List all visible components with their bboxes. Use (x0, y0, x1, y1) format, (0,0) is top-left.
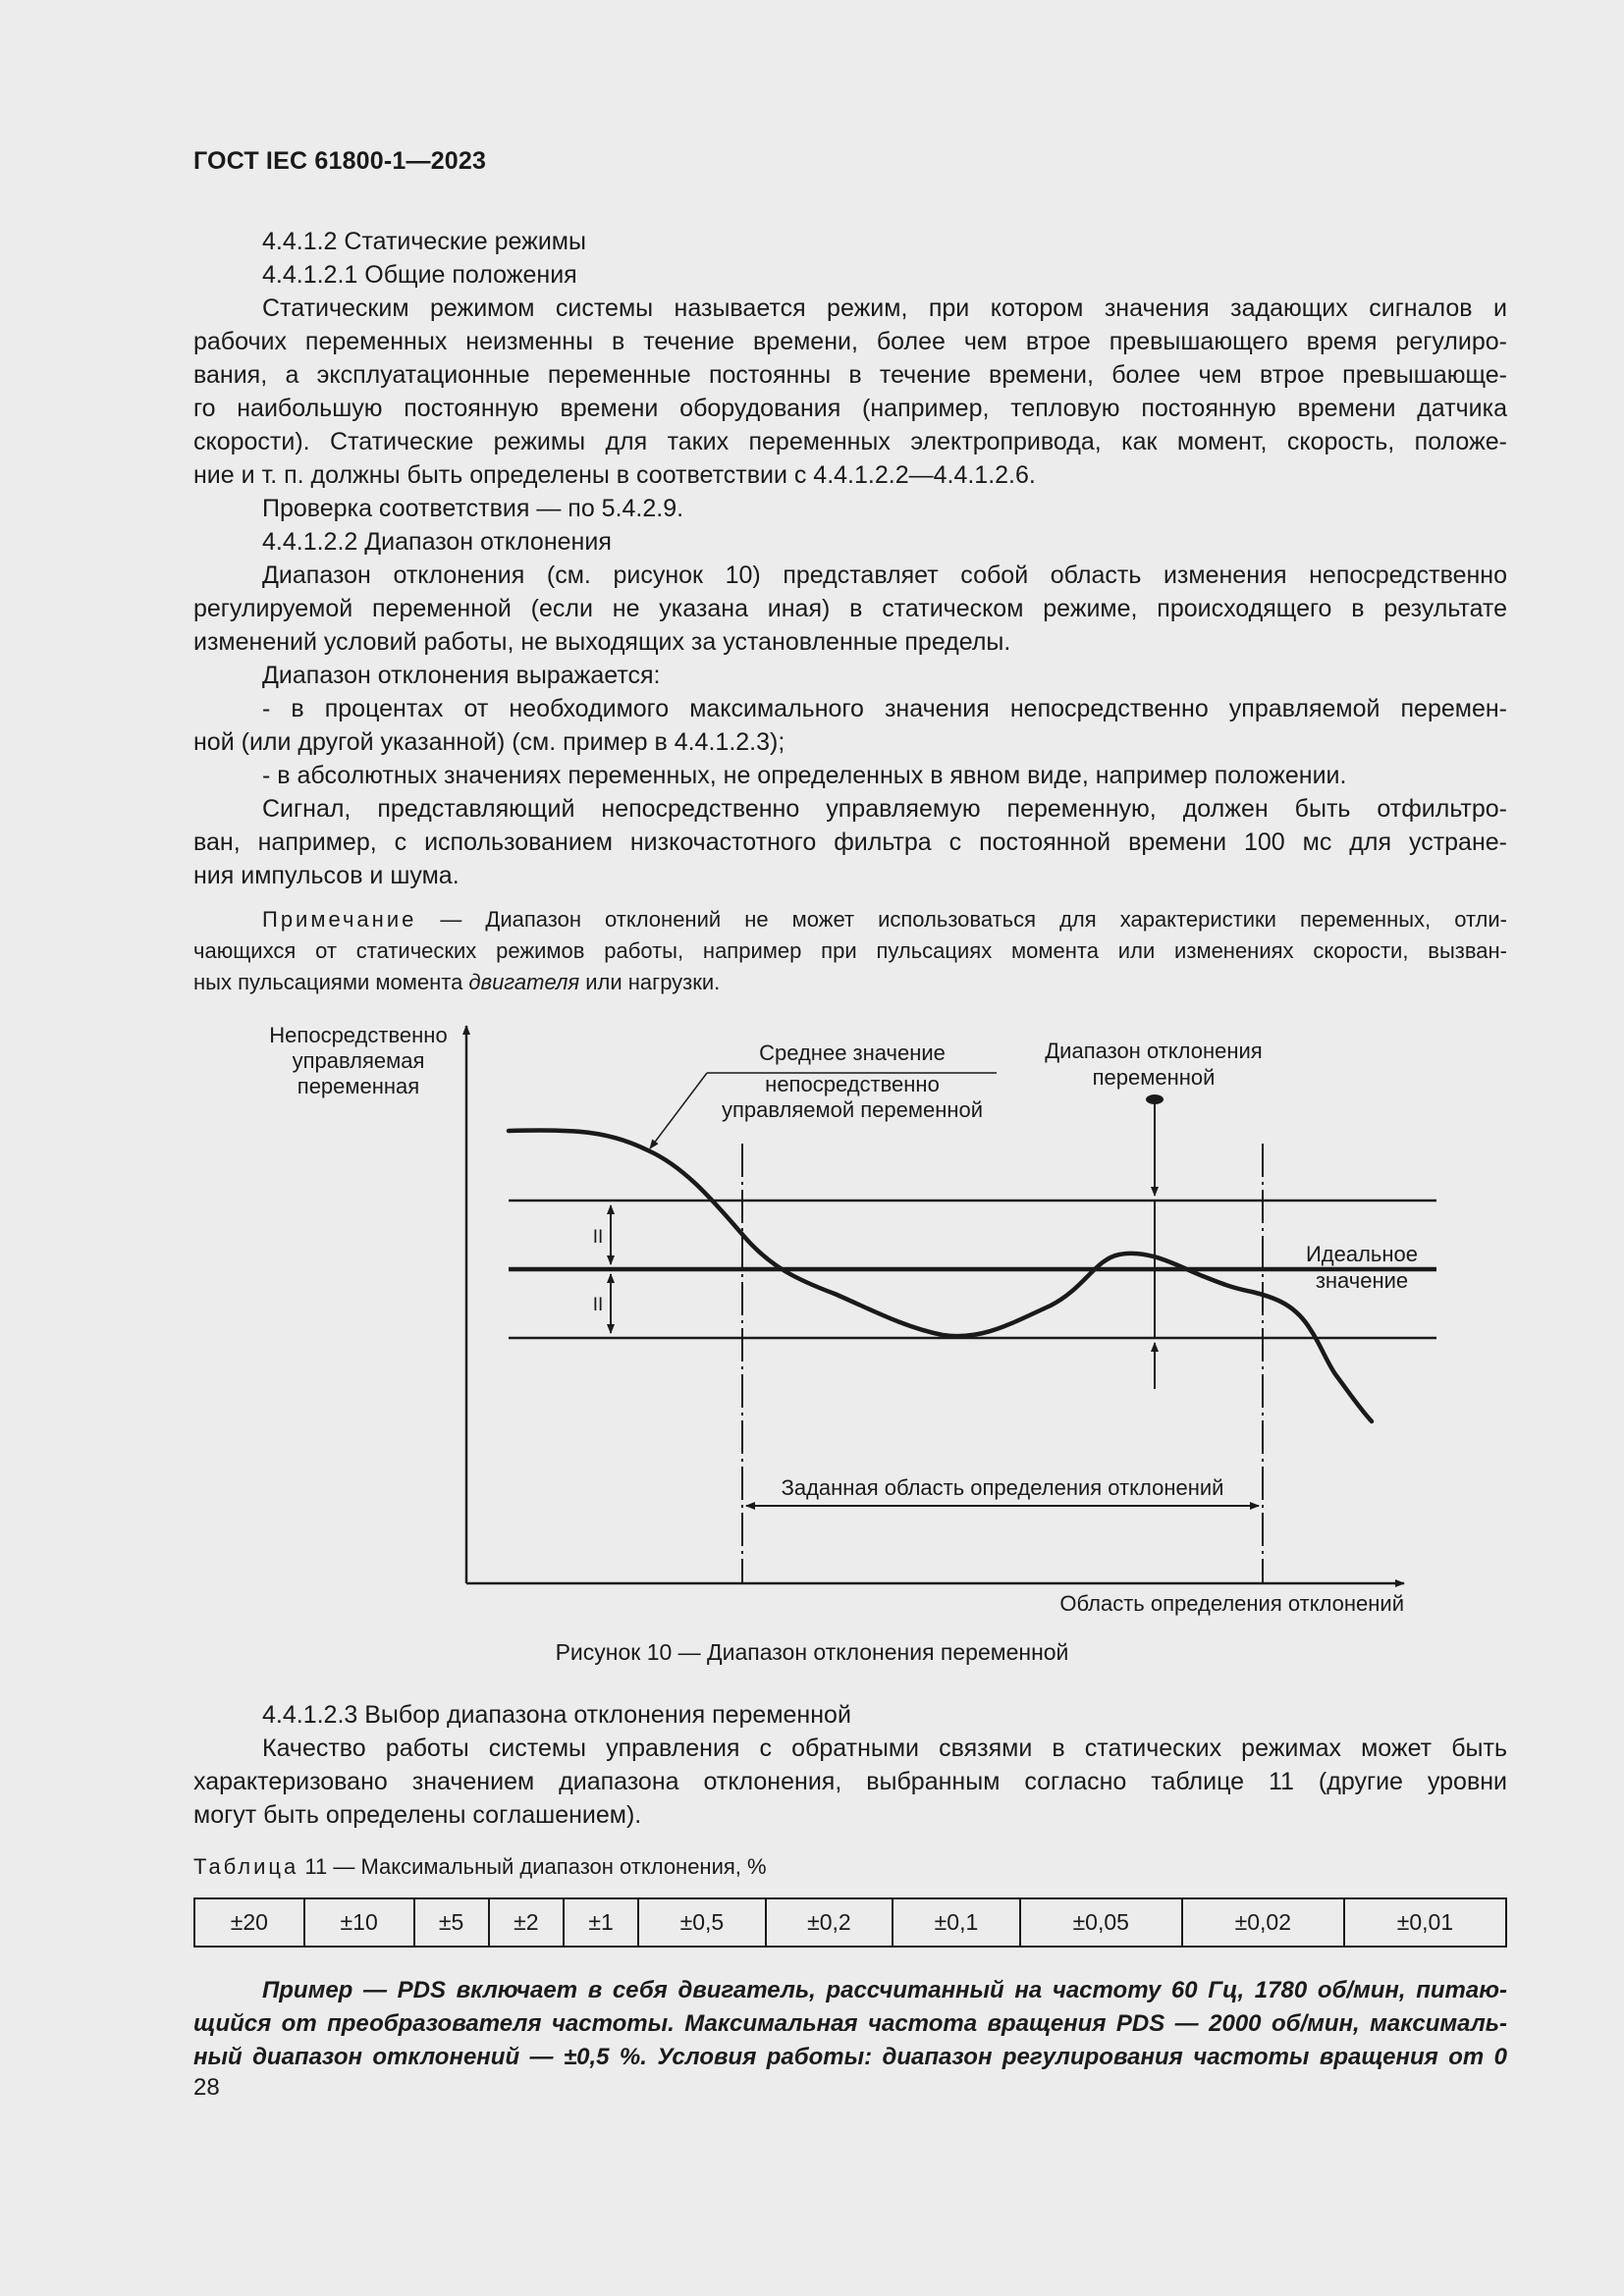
mean-value-label: непосредственно (765, 1072, 940, 1096)
compliance-check-text: Проверка соответствия — по 5.4.2.9. (262, 495, 684, 522)
deviation-range-label: Диапазон отклонения (1045, 1039, 1263, 1063)
paragraph-line: рабочих переменных неизменны в течение времени, более чем втрое превышающего время регулиро- (193, 328, 1507, 355)
example-line: ный диапазон отклонений — ±0,5 %. Условия работы: диапазон регулирования частоты вращения от 0 (193, 2044, 1507, 2070)
table-cell: ±0,1 (893, 1898, 1020, 1947)
mean-label-leader (650, 1073, 707, 1148)
paragraph-line: скорости). Статические режимы для таких переменных электропривода, как момент, скорость, положе- (193, 428, 1507, 455)
table-cell: ±20 (194, 1898, 304, 1947)
paragraph-line: характеризовано значением диапазона отклонения, выбранным согласно таблице 11 (другие уровни (193, 1768, 1507, 1795)
page-number: 28 (193, 2074, 220, 2101)
mean-value-label: управляемой переменной (721, 1097, 984, 1122)
table-caption-label: Таблица (193, 1854, 299, 1879)
example-line: щийся от преобразователя частоты. Максимальная частота вращения PDS — 2000 об/мин, максималь- (193, 2010, 1507, 2037)
table-cell: ±10 (304, 1898, 414, 1947)
section-4-4-1-2-3-heading: 4.4.1.2.3 Выбор диапазона отклонения переменной (262, 1701, 851, 1729)
deviation-range-table (193, 1897, 1507, 1948)
figure-caption: Рисунок 10 — Диапазон отклонения переменной (555, 1639, 1069, 1665)
ideal-value-label: значение (1315, 1268, 1409, 1293)
equal-mark: II (592, 1295, 604, 1315)
table-cell: ±0,2 (766, 1898, 893, 1947)
mean-value-label: Среднее значение (759, 1041, 946, 1065)
paragraph-line: регулируемой переменной (если не указана иная) в статическом режиме, происходящего в результате (193, 595, 1507, 622)
note-text: или нагрузки. (579, 970, 721, 994)
note-text: ных пульсациями момента (193, 970, 469, 994)
note-text-italic: двигателя (468, 970, 580, 994)
table-caption-text: 11 — Максимальный диапазон отклонения, % (298, 1854, 767, 1879)
paragraph-line: ния импульсов и шума. (193, 862, 460, 889)
table-cell: ±0,05 (1020, 1898, 1182, 1947)
note-text: — Диапазон отклонений не может использоваться для характеристики переменных, отли- (416, 907, 1507, 932)
paragraph-line: Диапазон отклонения выражается: (262, 662, 661, 689)
y-axis-label: переменная (297, 1074, 420, 1098)
paragraph-line: вания, а эксплуатационные переменные постоянны в течение времени, более чем втрое превышающе- (193, 361, 1507, 389)
note-line: чающихся от статических режимов работы, например при пульсациях момента или изменениях скорости, вызван- (193, 938, 1507, 963)
example-line: Пример — PDS включает в себя двигатель, рассчитанный на частоту 60 Гц, 1780 об/мин, питаю- (262, 1977, 1507, 2003)
table-row (194, 1898, 1506, 1947)
section-4-4-1-2-1-heading: 4.4.1.2.1 Общие положения (262, 261, 577, 289)
document-header: ГОСТ IEC 61800-1—2023 (193, 147, 487, 175)
table-cell: ±0,02 (1182, 1898, 1344, 1947)
ideal-value-label: Идеальное (1305, 1242, 1419, 1266)
section-4-4-1-2-2-heading: 4.4.1.2.2 Диапазон отклонения (262, 528, 612, 556)
list-item-line: - в абсолютных значениях переменных, не определенных в явном виде, например положении. (262, 762, 1347, 789)
table-caption (193, 1851, 1507, 1883)
paragraph-line: изменений условий работы, не выходящих за установленные пределы. (193, 628, 1011, 656)
table-cell: ±5 (414, 1898, 489, 1947)
paragraph-line: Статическим режимом системы называется режим, при котором значения задающих сигналов и (262, 294, 1507, 322)
deviation-range-label: переменной (1092, 1065, 1216, 1090)
note-label: Примечание (262, 907, 417, 932)
paragraph-line: Диапазон отклонения (см. рисунок 10) представляет собой область изменения непосредственно (262, 561, 1507, 589)
list-item-line: - в процентах от необходимого максимального значения непосредственно управляемой перемен- (262, 695, 1507, 722)
y-axis-label: Непосредственно (269, 1023, 448, 1047)
table-cell: ±0,5 (638, 1898, 766, 1947)
table-cell: ±0,01 (1344, 1898, 1506, 1947)
table-cell: ±1 (564, 1898, 638, 1947)
paragraph-line: Сигнал, представляющий непосредственно управляемую переменную, должен быть отфильтро- (262, 795, 1507, 823)
paragraph-line: ние и т. п. должны быть определены в соответствии с 4.4.1.2.2—4.4.1.2.6. (193, 461, 1036, 489)
controlled-variable-curve (509, 1130, 1372, 1421)
list-item-line: ной (или другой указанной) (см. пример в 4.4.1.2.3); (193, 728, 785, 756)
y-axis-label: управляемая (292, 1048, 425, 1073)
table-cell: ±2 (489, 1898, 564, 1947)
paragraph-line: Качество работы системы управления с обратными связями в статических режимах может быть (262, 1735, 1507, 1762)
paragraph-line: могут быть определены соглашением). (193, 1801, 642, 1829)
section-4-4-1-2-heading: 4.4.1.2 Статические режимы (262, 228, 586, 255)
equal-mark: II (592, 1227, 604, 1248)
paragraph-line: го наибольшую постоянную времени оборудования (например, тепловую постоянную времени датчика (193, 395, 1507, 422)
paragraph-line: ван, например, с использованием низкочастотного фильтра с постоянной времени 100 мс для устране- (193, 828, 1507, 856)
specified-region-label: Заданная область определения отклонений (781, 1475, 1224, 1500)
x-axis-label: Область определения отклонений (1059, 1591, 1404, 1616)
